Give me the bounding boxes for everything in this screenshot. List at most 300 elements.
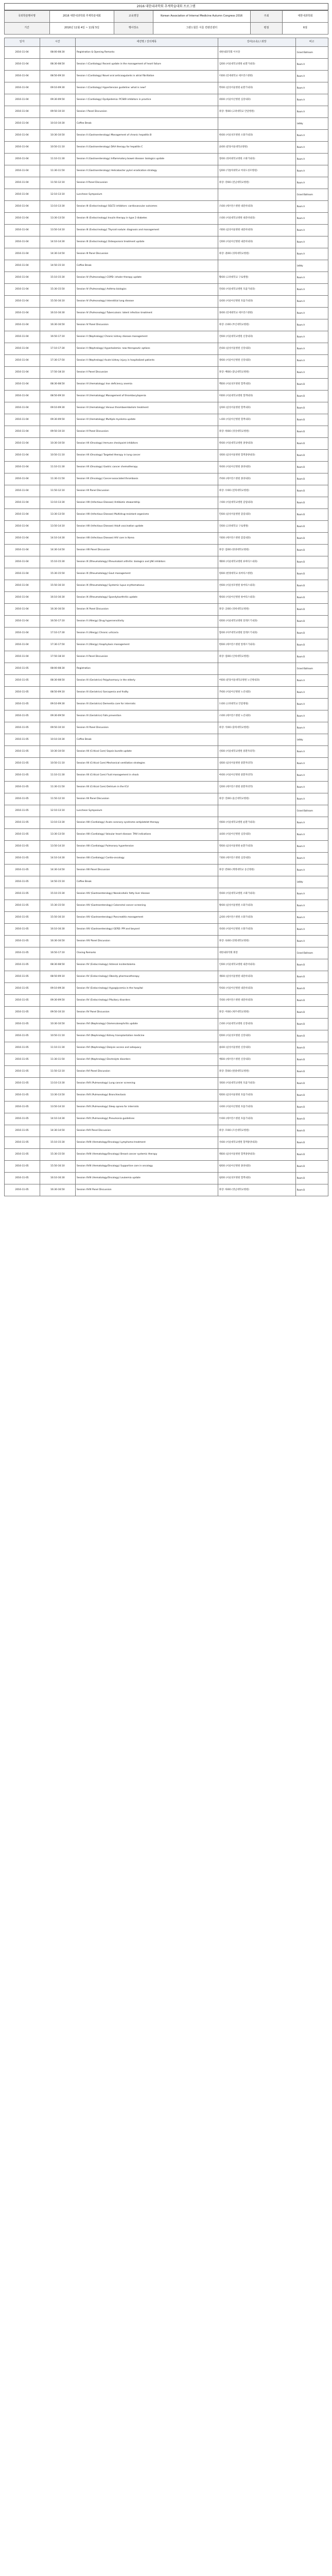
cell-title: Session XV (Endocrinology) Pituitary disorders [75, 995, 218, 1007]
cell-note: Room A [295, 319, 328, 331]
cell-speaker: 좌장: 어OO (제주대학교병원) [218, 1007, 295, 1019]
cell-speaker: 성OO (삼성서울병원 혈액종양내과) [218, 450, 295, 462]
cell-date: 2016-11-04 [4, 284, 40, 296]
cell-date: 2016-11-04 [4, 189, 40, 201]
cell-time: 09:50-10:10 [40, 106, 75, 118]
cell-speaker: 양OO (서울아산병원 신장내과) [218, 355, 295, 367]
cell-speaker: 원OO (한양대학교 류마티스병원) [218, 568, 295, 580]
cell-note: Room A [295, 236, 328, 248]
cell-speaker: 송OO (서울아산병원 호흡기내과) [218, 296, 295, 308]
cell-time: 17:10-17:30 [40, 628, 75, 639]
table-row [4, 402, 328, 414]
cell-title: Coffee Break [75, 876, 218, 888]
cell-speaker: 장OO (경희대학교병원 소화기내과) [218, 154, 295, 165]
cell-note: Room B [295, 1184, 328, 1196]
cell-title: Session II (Gastroenterology) Management of chronic hepatitis B [75, 130, 218, 142]
cell-note: Room B [295, 616, 328, 628]
cell-note: Room A [295, 154, 328, 165]
cell-title: Session VIII (Infectious Disease) Antibiotic stewardship [75, 497, 218, 509]
cell-title: Session XIV (Gastroenterology) Nonalcoholic fatty liver disease [75, 888, 218, 900]
table-row [4, 118, 328, 130]
cell-date: 2016-11-04 [4, 71, 40, 82]
cell-speaker: 편OO (서울성모병원 신장내과) [218, 1030, 295, 1042]
cell-date: 2016-11-04 [4, 497, 40, 509]
cell-date: 2016-11-05 [4, 675, 40, 687]
table-row [4, 71, 328, 82]
cell-title: Session V (Nephrology) Acute kidney injury in hospitalized patients [75, 355, 218, 367]
cell-date: 2016-11-05 [4, 734, 40, 746]
cell-date: 2016-11-04 [4, 260, 40, 272]
cell-time: 11:50-12:10 [40, 793, 75, 805]
cell-title: Session XVIII (Hematology/Oncology) Leukemia update [75, 1173, 218, 1184]
cell-note: Room B [295, 450, 328, 462]
cell-date: 2016-11-05 [4, 1173, 40, 1184]
cell-title: Session XIII Panel Discussion [75, 865, 218, 876]
cell-date: 2016-11-05 [4, 971, 40, 983]
cell-time: 13:10-13:30 [40, 497, 75, 509]
cell-speaker: 여OO (분당서울대학교병원 노인병내과) [218, 675, 295, 687]
cell-time: 14:30-14:50 [40, 1125, 75, 1137]
cell-title: Session XIII (Cardiology) Pulmonary hypertension [75, 841, 218, 853]
table-row [4, 450, 328, 462]
table-row [4, 710, 328, 722]
cell-speaker: 한OO (서울성모병원 소화기내과) [218, 130, 295, 142]
cell-date: 2016-11-05 [4, 1042, 40, 1054]
cell-note: Room A [295, 296, 328, 308]
cell-speaker: 좌장: 정OO (고려대학교 안암병원) [218, 106, 295, 118]
meta-table [4, 10, 328, 35]
cell-note: Room A [295, 308, 328, 319]
cell-title: Session XII (Critical Care) Mechanical ventilation strategies [75, 758, 218, 770]
cell-time: 11:30-11:50 [40, 165, 75, 177]
cell-time: 12:10-13:10 [40, 189, 75, 201]
cell-note: Room A [295, 130, 328, 142]
cell-date: 2016-11-04 [4, 201, 40, 213]
cell-time: 14:10-14:30 [40, 236, 75, 248]
cell-date: 2016-11-05 [4, 687, 40, 699]
table-row [4, 225, 328, 236]
cell-title: Session XVIII (Hematology/Oncology) Breast cancer systemic therapy [75, 1149, 218, 1161]
cell-date: 2016-11-04 [4, 331, 40, 343]
table-row [4, 189, 328, 201]
cell-time: 11:10-11:30 [40, 770, 75, 782]
cell-speaker: 민OO (삼성서울병원 감염내과) [218, 509, 295, 521]
cell-speaker: 구OO (서울대학교병원 감염내과) [218, 497, 295, 509]
table-row [4, 485, 328, 497]
cell-date: 2016-11-05 [4, 1184, 40, 1196]
cell-note: Room B [295, 509, 328, 521]
cell-note: Room A [295, 367, 328, 379]
table-row [4, 272, 328, 284]
cell-title: Session XIII (Cardiology) Cardio-oncology [75, 853, 218, 865]
cell-time: 17:30-17:50 [40, 639, 75, 651]
table-row [4, 841, 328, 853]
cell-date: 2016-11-05 [4, 1030, 40, 1042]
cell-speaker: 조OO (세브란스병원 내분비내과) [218, 201, 295, 213]
cell-title: Session VI (Hematology) Venous thromboembolism treatment [75, 402, 218, 414]
cell-date: 2016-11-04 [4, 177, 40, 189]
cell-title: Coffee Break [75, 118, 218, 130]
cell-note: Room B [295, 971, 328, 983]
cell-date: 2016-11-04 [4, 568, 40, 580]
cell-speaker: 남OO (삼성서울병원 혈액내과) [218, 402, 295, 414]
cell-title: Session XVIII (Hematology/Oncology) Supportive care in oncology [75, 1161, 218, 1173]
cell-time: 15:30-15:50 [40, 1149, 75, 1161]
cell-time: 08:00-08:30 [40, 663, 75, 675]
cell-date: 2016-11-04 [4, 509, 40, 521]
cell-date: 2016-11-04 [4, 580, 40, 592]
cell-title: Session IV (Pulmonology) COPD: inhaler therapy update [75, 272, 218, 284]
cell-time: 11:30-11:50 [40, 1054, 75, 1066]
cell-title: Session XVII (Pulmonology) Pneumonia guidelines [75, 1113, 218, 1125]
cell-title: Session VI (Hematology) Management of thrombocytopenia [75, 391, 218, 402]
cell-note: Room B [295, 568, 328, 580]
cell-speaker: 채OO (서울대학교병원 류마티스내과) [218, 556, 295, 568]
cell-date: 2016-11-05 [4, 782, 40, 793]
cell-title: Session XIV (Gastroenterology) GERD: PPI and beyond [75, 924, 218, 936]
table-row [4, 1137, 328, 1149]
cell-title: Session VII (Oncology) Targeted therapy in lung cancer [75, 450, 218, 462]
cell-note: Room A [295, 284, 328, 296]
cell-note: Room A [295, 82, 328, 94]
table-row [4, 912, 328, 924]
cell-date: 2016-11-05 [4, 1113, 40, 1125]
cell-title: Session XIII (Cardiology) Acute coronary syndrome antiplatelet therapy [75, 817, 218, 829]
cell-speaker: 곽OO (서울대학교병원 종양내과) [218, 438, 295, 450]
cell-time: 15:50-16:10 [40, 912, 75, 924]
cell-speaker: 좌장: 염OO (인하대학교병원) [218, 651, 295, 663]
table-row [4, 829, 328, 841]
cell-title: Session XI Panel Discussion [75, 722, 218, 734]
cell-title: Session VIII (Infectious Disease) HIV care in Korea [75, 533, 218, 545]
cell-speaker: 좌장: 엄OO (한양대학교병원) [218, 545, 295, 556]
cell-note: Room A [295, 142, 328, 154]
cell-title: Session XV (Endocrinology) Adrenal incidentaloma [75, 959, 218, 971]
schedule-header-row [4, 38, 328, 47]
table-row [4, 983, 328, 995]
table-row [4, 639, 328, 651]
table-row [4, 414, 328, 426]
cell-speaker: 설OO (삼성서울병원 중환자의학) [218, 758, 295, 770]
cell-time: 10:30-10:50 [40, 746, 75, 758]
table-row [4, 533, 328, 545]
cell-time: 14:10-14:30 [40, 1113, 75, 1125]
cell-date: 2016-11-04 [4, 47, 40, 59]
cell-speaker: 마OO (서울아산병원 중환자의학) [218, 770, 295, 782]
cell-time: 16:10-16:30 [40, 1173, 75, 1184]
cell-note: Room A [295, 225, 328, 236]
cell-time: 15:30-15:50 [40, 900, 75, 912]
cell-title: Session I (Cardiology) Novel oral anticoagulants in atrial fibrillation [75, 71, 218, 82]
cell-note: Room B [295, 604, 328, 616]
cell-note: Room A [295, 912, 328, 924]
cell-date: 2016-11-05 [4, 900, 40, 912]
cell-note: Room B [295, 1042, 328, 1054]
cell-time: 15:10-15:30 [40, 556, 75, 568]
cell-date: 2016-11-04 [4, 343, 40, 355]
cell-title: Session IX (Rheumatology) Gout management [75, 568, 218, 580]
table-row [4, 675, 328, 687]
cell-title: Session VII (Oncology) Immune checkpoint inhibitors [75, 438, 218, 450]
cell-date: 2016-11-05 [4, 1054, 40, 1066]
cell-title: Session X (Allergy) Drug hypersensitivity [75, 616, 218, 628]
meta-label: 기간 [4, 23, 49, 35]
cell-title: Session IV (Pulmonology) Tuberculosis: latent infection treatment [75, 308, 218, 319]
cell-title: Session IV (Pulmonology) Interstitial lung disease [75, 296, 218, 308]
cell-date: 2016-11-05 [4, 1066, 40, 1078]
cell-time: 16:10-16:30 [40, 924, 75, 936]
cell-note: Room B [295, 1173, 328, 1184]
cell-time: 10:10-10:30 [40, 734, 75, 746]
cell-time: 09:30-09:50 [40, 414, 75, 426]
cell-title: Session I (Cardiology) Recent update in the management of heart failure [75, 59, 218, 71]
table-row [4, 580, 328, 592]
table-row [4, 1042, 328, 1054]
cell-note: Room A [295, 782, 328, 793]
cell-speaker: 예OO (세브란스병원 신장내과) [218, 1054, 295, 1066]
cell-title: Session XVI (Nephrology) Dialysis access and adequacy [75, 1042, 218, 1054]
cell-date: 2016-11-04 [4, 94, 40, 106]
table-row [4, 734, 328, 746]
cell-date: 2016-11-04 [4, 426, 40, 438]
cell-title: Session XV Panel Discussion [75, 1007, 218, 1019]
table-row [4, 473, 328, 485]
cell-title: Session XIV Panel Discussion [75, 936, 218, 947]
cell-speaker: 두OO (세브란스병원 호흡기내과) [218, 1113, 295, 1125]
cell-time: 14:30-14:50 [40, 545, 75, 556]
cell-time: 13:50-14:10 [40, 521, 75, 533]
cell-title: Session XI (Geriatrics) Falls prevention [75, 710, 218, 722]
cell-time: 13:50-14:10 [40, 225, 75, 236]
cell-speaker [218, 734, 295, 746]
table-row [4, 296, 328, 308]
cell-time: 10:50-11:10 [40, 1030, 75, 1042]
cell-note: Room A [295, 924, 328, 936]
table-row [4, 616, 328, 628]
cell-note: Lobby [295, 734, 328, 746]
cell-note: Room A [295, 213, 328, 225]
cell-title: Session IX (Rheumatology) Rheumatoid arthritis: biologics and JAK inhibitors [75, 556, 218, 568]
cell-time: 09:10-09:30 [40, 402, 75, 414]
meta-value: 6점 [283, 23, 328, 35]
cell-note: Room A [295, 106, 328, 118]
table-row [4, 331, 328, 343]
cell-time: 15:10-15:30 [40, 1137, 75, 1149]
cell-date: 2016-11-04 [4, 118, 40, 130]
cell-note: Lobby [295, 260, 328, 272]
cell-speaker: 임OO (가톨릭대학교 여의도성모병원) [218, 165, 295, 177]
cell-title: Session VI (Hematology) Iron deficiency anemia [75, 379, 218, 391]
column-header-speaker: 강사(소속) / 좌장 [218, 38, 295, 47]
cell-note: Room A [295, 675, 328, 687]
table-row [4, 853, 328, 865]
cell-time: 16:30-16:50 [40, 319, 75, 331]
cell-note: Room A [295, 94, 328, 106]
cell-time: 10:50-11:10 [40, 142, 75, 154]
cell-date: 2016-11-05 [4, 758, 40, 770]
cell-note: Room B [295, 1090, 328, 1101]
cell-title: Session VI Panel Discussion [75, 426, 218, 438]
cell-speaker: 노OO (서울아산병원 혈액내과) [218, 414, 295, 426]
cell-time: 11:30-11:50 [40, 473, 75, 485]
cell-date: 2016-11-04 [4, 319, 40, 331]
cell-speaker: 전OO (서울대학교병원 신장내과) [218, 331, 295, 343]
cell-note: Room B [295, 1007, 328, 1019]
cell-speaker: 이OO (연세대학교 세브란스병원) [218, 71, 295, 82]
cell-speaker: 박OO (삼성서울병원 순환기내과) [218, 82, 295, 94]
cell-note: Room A [295, 272, 328, 284]
cell-date: 2016-11-05 [4, 865, 40, 876]
cell-date: 2016-11-04 [4, 402, 40, 414]
cell-title: Session IV (Pulmonology) Asthma biologics [75, 284, 218, 296]
cell-date: 2016-11-04 [4, 639, 40, 651]
table-row [4, 1125, 328, 1137]
schedule-table [4, 38, 328, 1196]
cell-note: Grand Ballroom [295, 47, 328, 59]
cell-speaker: 좌장: 권OO (경북대학교병원) [218, 248, 295, 260]
cell-speaker: 좌장: 연OO (울산대학교병원) [218, 793, 295, 805]
cell-date: 2016-11-04 [4, 165, 40, 177]
meta-row-2 [4, 23, 328, 35]
cell-date: 2016-11-05 [4, 1125, 40, 1137]
cell-speaker: 좌장: 육OO (강원대학교병원) [218, 936, 295, 947]
table-row [4, 1007, 328, 1019]
cell-note: Room B [295, 473, 328, 485]
cell-date: 2016-11-04 [4, 236, 40, 248]
table-row [4, 900, 328, 912]
cell-time: 09:30-09:50 [40, 710, 75, 722]
cell-title: Session IX (Rheumatology) Spondyloarthritis update [75, 592, 218, 604]
column-header-date: 일자 [4, 38, 40, 47]
cell-note: Room B [295, 485, 328, 497]
cell-date: 2016-11-04 [4, 59, 40, 71]
table-row [4, 130, 328, 142]
table-row [4, 817, 328, 829]
table-row [4, 1019, 328, 1030]
cell-title: Session VIII (Infectious Disease) Multidrug-resistant organisms [75, 509, 218, 521]
cell-date: 2016-11-04 [4, 367, 40, 379]
cell-note: Room A [295, 829, 328, 841]
cell-time: 08:50-09:10 [40, 391, 75, 402]
table-row [4, 663, 328, 675]
cell-title: Session XVII (Pulmonology) Lung cancer screening [75, 1078, 218, 1090]
table-row [4, 106, 328, 118]
cell-speaker: 태OO (삼성서울병원 혈액종양내과) [218, 1149, 295, 1161]
cell-note: Room B [295, 497, 328, 509]
cell-time: 14:10-14:30 [40, 853, 75, 865]
cell-time: 15:30-15:50 [40, 284, 75, 296]
cell-note: Grand Ballroom [295, 189, 328, 201]
table-row [4, 936, 328, 947]
cell-speaker: 좌장: 반OO (계명대학교 동산병원) [218, 865, 295, 876]
cell-date: 2016-11-05 [4, 746, 40, 758]
cell-note: Room B [295, 995, 328, 1007]
cell-speaker: 안OO (서울대학교병원 호흡기내과) [218, 284, 295, 296]
cell-time: 16:10-16:30 [40, 308, 75, 319]
table-row [4, 497, 328, 509]
cell-speaker: 추OO (서울아산병원 노년내과) [218, 687, 295, 699]
cell-title: Session XVII (Pulmonology) Sleep apnea for internists [75, 1101, 218, 1113]
table-row [4, 865, 328, 876]
cell-date: 2016-11-04 [4, 616, 40, 628]
cell-date: 2016-11-05 [4, 793, 40, 805]
cell-title: Session XIV (Gastroenterology) Pancreatitis management [75, 912, 218, 924]
cell-speaker: 현OO (서울대학교병원 알레르기내과) [218, 616, 295, 628]
cell-date: 2016-11-05 [4, 995, 40, 1007]
cell-time: 15:10-15:30 [40, 272, 75, 284]
document-title: 2016 대한내과학회 추계학술대회 프로그램 [4, 3, 328, 10]
cell-date: 2016-11-04 [4, 533, 40, 545]
cell-time: 15:50-16:10 [40, 580, 75, 592]
cell-speaker: 제OO (삼성서울병원 내분비내과) [218, 971, 295, 983]
cell-note: Room A [295, 165, 328, 177]
cell-speaker: 변OO (삼성서울병원 호흡기내과) [218, 1090, 295, 1101]
cell-note: Grand Ballroom [295, 805, 328, 817]
cell-note: Grand Ballroom [295, 947, 328, 959]
cell-date: 2016-11-05 [4, 770, 40, 782]
cell-title: Session XII (Critical Care) Fluid management in shock [75, 770, 218, 782]
table-row [4, 248, 328, 260]
cell-speaker: 오OO (서울대학교병원 내분비내과) [218, 213, 295, 225]
cell-date: 2016-11-05 [4, 722, 40, 734]
table-row [4, 177, 328, 189]
cell-time: 09:10-09:30 [40, 983, 75, 995]
cell-title: Session XI (Geriatrics) Polypharmacy in the elderly [75, 675, 218, 687]
table-row [4, 1184, 328, 1196]
cell-speaker: 국OO (세브란스병원 내분비내과) [218, 995, 295, 1007]
cell-note: Room A [295, 177, 328, 189]
cell-date: 2016-11-05 [4, 817, 40, 829]
table-row [4, 201, 328, 213]
cell-date: 2016-11-04 [4, 438, 40, 450]
program-sheet [4, 0, 328, 1196]
cell-speaker: 좌장: 석OO (충북대학교병원) [218, 722, 295, 734]
cell-time: 16:50-17:10 [40, 616, 75, 628]
cell-note: Lobby [295, 118, 328, 130]
cell-time: 17:50-18:10 [40, 651, 75, 663]
cell-date: 2016-11-04 [4, 450, 40, 462]
cell-title: Session II (Gastroenterology) DAA therapy for hepatitis C [75, 142, 218, 154]
cell-title: Session XV (Endocrinology) Obesity pharmacotherapy [75, 971, 218, 983]
table-row [4, 343, 328, 355]
table-row [4, 462, 328, 473]
cell-time: 14:50-15:10 [40, 876, 75, 888]
cell-title: Session XV (Endocrinology) Hypoglycemia in the hospital [75, 983, 218, 995]
cell-date: 2016-11-05 [4, 1019, 40, 1030]
column-header-time: 시간 [40, 38, 75, 47]
cell-note: Room A [295, 710, 328, 722]
table-row [4, 770, 328, 782]
cell-title: Session III (Endocrinology) Thyroid nodule: diagnosis and management [75, 225, 218, 236]
cell-date: 2016-11-04 [4, 213, 40, 225]
cell-date: 2016-11-04 [4, 604, 40, 616]
cell-speaker: 신OO (서울아산병원 내분비내과) [218, 236, 295, 248]
column-header-note: 비고 [295, 38, 328, 47]
cell-speaker: 평OO (서울아산병원 종양내과) [218, 1161, 295, 1173]
cell-time: 09:50-10:10 [40, 426, 75, 438]
cell-speaker: 표OO (서울아산병원 심장내과) [218, 829, 295, 841]
cell-note: Room A [295, 793, 328, 805]
cell-note: Room B [295, 545, 328, 556]
cell-time: 17:30-17:50 [40, 355, 75, 367]
cell-title: Session XII Panel Discussion [75, 793, 218, 805]
cell-title: Session X (Allergy) Chronic urticaria [75, 628, 218, 639]
cell-title: Luncheon Symposium [75, 805, 218, 817]
table-row [4, 947, 328, 959]
cell-date: 2016-11-05 [4, 710, 40, 722]
cell-title: Session II (Gastroenterology) Helicobacter pylori eradication strategy [75, 165, 218, 177]
table-row [4, 888, 328, 900]
